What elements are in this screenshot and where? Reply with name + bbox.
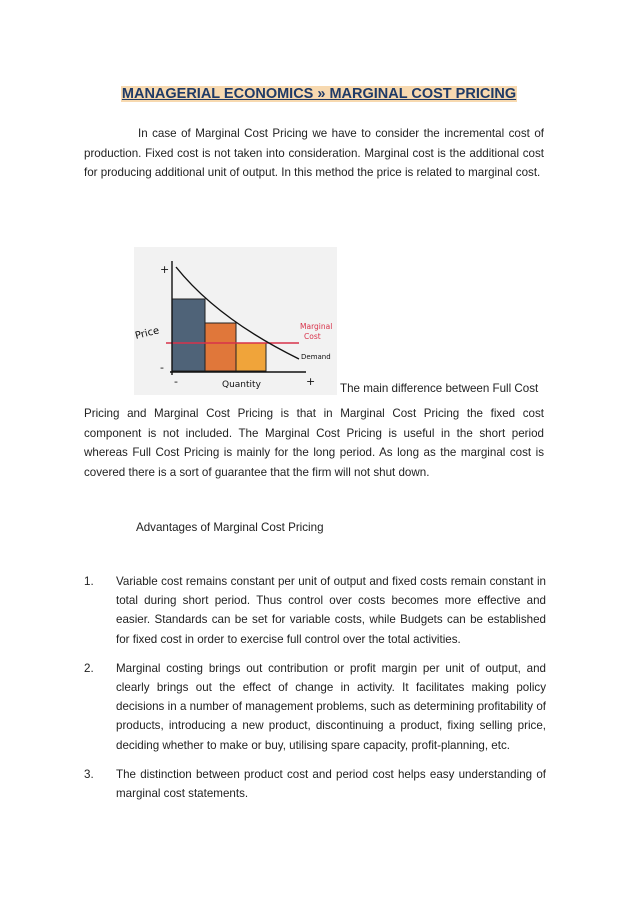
demand-label: Demand — [301, 353, 331, 361]
y-plus-label: + — [160, 263, 170, 276]
bar-price-2 — [205, 323, 236, 371]
list-item: 2. Marginal costing brings out contribution or profit margin per unit of output, and clearly brings out the effect of change in activity. It facilitates making policy decisions in a number of management problems, such as determining profitability of products, introducing a new product, discontinuing a product, fixing selling price, deciding whether to make or buy, utilising spare capacity, profit-planning, etc. — [84, 661, 546, 752]
y-minus-label: - — [160, 361, 164, 374]
list-item: 3. The distinction between product cost and period cost helps easy understanding of marginal cost statements. — [84, 767, 546, 801]
page-title: MANAGERIAL ECONOMICS » MARGINAL COST PRICING — [121, 86, 517, 102]
pricing-diagram-svg — [134, 247, 337, 395]
bar-price-1 — [172, 299, 205, 371]
advantages-heading: Advantages of Marginal Cost Pricing — [136, 521, 324, 534]
marginal-cost-label-2: Cost — [304, 332, 321, 341]
pricing-diagram — [134, 247, 337, 395]
comparison-paragraph: Pricing and Marginal Cost Pricing is that in Marginal Cost Pricing the fixed cost component is not included. The Marginal Cost Pricing is useful in the short period whereas Full Cost Pricing is mainly for the long period. As long as the marginal cost is covered there is a sort of guarantee that the firm will not shut down. — [84, 407, 544, 479]
list-item: 1. Variable cost remains constant per unit of output and fixed costs remain constant in total during short period. Thus control over costs becomes more effective and easier. Standards can be set for variable costs, while Budgets can be established for fixed cost in order to exercise full control over the total activities. — [84, 575, 546, 646]
x-axis-label: Quantity — [222, 380, 261, 390]
advantages-list — [84, 572, 546, 813]
marginal-cost-label-1: Marginal — [300, 322, 333, 331]
x-minus-label: - — [174, 375, 178, 388]
y-axis-label: Price — [134, 325, 161, 342]
figure-side-text: The main difference between Full Cost — [340, 382, 539, 395]
x-plus-label: + — [306, 375, 316, 388]
intro-paragraph: In case of Marginal Cost Pricing we have to consider the incremental cost of production. Fixed cost is not taken into consideration. Marginal cost is the additional cost for producing additional unit of output. In this method the price is related to marginal cost. — [84, 127, 544, 179]
bar-price-3 — [236, 343, 266, 371]
